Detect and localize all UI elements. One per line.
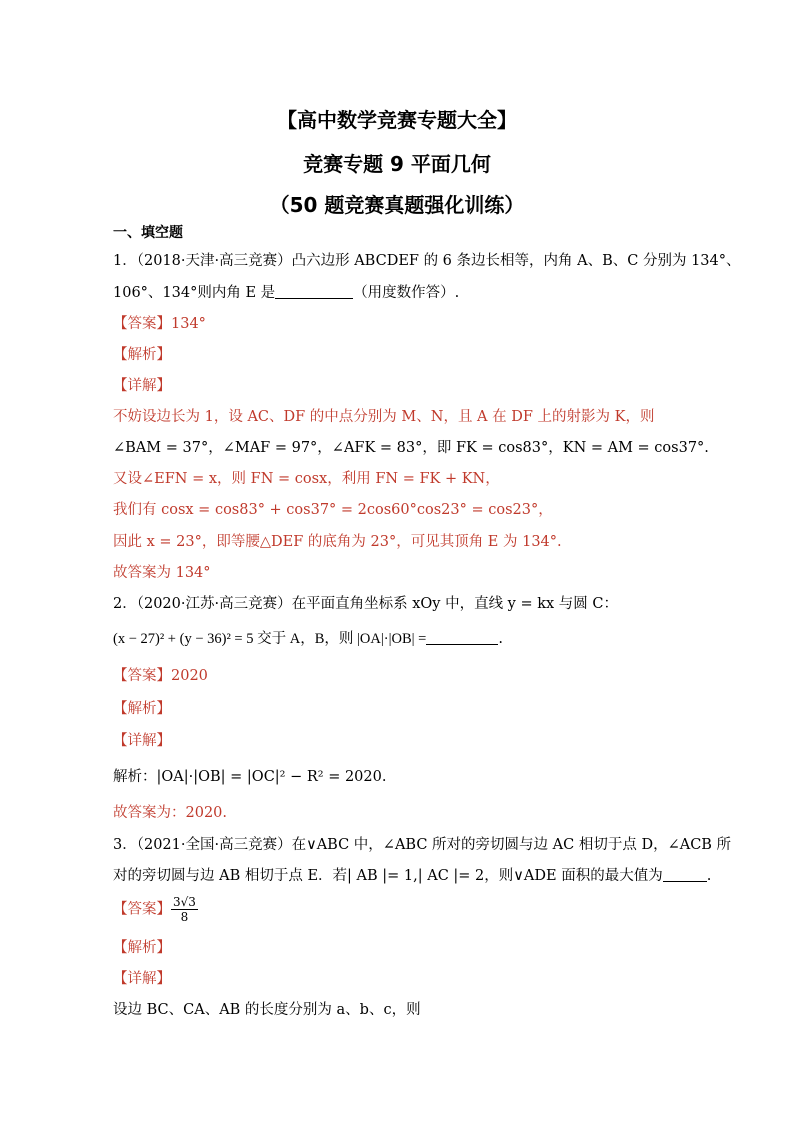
answer-label: 【答案】 — [113, 901, 171, 918]
section-heading: 一、填空题 — [113, 225, 183, 241]
fraction-denominator: 8 — [180, 910, 189, 924]
answer-value: 134° — [171, 316, 206, 332]
fraction-numerator: 3√3 — [173, 895, 196, 909]
q1-answer — [113, 312, 206, 333]
q2-stem-line2 — [113, 627, 503, 648]
answer-value: 2020 — [171, 668, 208, 684]
q1-solution-line3: 又设∠EFN = x，则 FN = cosx，利用 FN = FK + KN， — [113, 471, 500, 487]
q2-stem-line1: 2．（2020·江苏·高三竞赛）在平面直角坐标系 xOy 中，直线 y = kx 与圆 C： — [113, 596, 619, 612]
q3-answer — [113, 895, 198, 924]
q3-stem-tail: . — [706, 868, 712, 884]
q1-stem-line1: 1．（2018·天津·高三竞赛）凸六边形 ABCDEF 的 6 条边长相等，内角 A、B、C 分别为 134°、 — [113, 253, 741, 269]
answer-label: 【答案】 — [113, 316, 171, 332]
q2-solution-line1: 解析：|OA|·|OB| = |OC|² − R² = 2020. — [113, 769, 387, 785]
q1-solution-line4: 我们有 cosx = cos83° + cos37° = 2cos60°cos23° = cos23°， — [113, 502, 553, 518]
training-subtitle: （50 题竞赛真题强化训练） — [269, 193, 525, 217]
q3-analysis-label: 【解析】 — [113, 940, 171, 956]
q3-stem-part: 对的旁切圆与边 AB 相切于点 E．若| AB |= 1,| AC |= 2，则∨ADE 面积的最大值为 — [113, 868, 663, 884]
answer-fraction — [171, 895, 198, 924]
q1-stem-part: 106°、134°则内角 E 是 — [113, 285, 276, 301]
collection-title: 【高中数学竞赛专题大全】 — [277, 108, 517, 132]
q3-solution-line1: 设边 BC、CA、AB 的长度分别为 a、b、c，则 — [113, 1002, 421, 1018]
q3-detail-label: 【详解】 — [113, 971, 171, 987]
q2-answer — [113, 664, 208, 685]
q2-detail-label: 【详解】 — [113, 733, 171, 749]
topic-title: 竞赛专题 9 平面几何 — [303, 152, 491, 176]
q1-answer-blank — [275, 284, 353, 299]
q3-stem-line2 — [113, 864, 711, 885]
q1-conclusion: 故答案为 134° — [113, 565, 211, 581]
q1-solution-line2: ∠BAM = 37°，∠MAF = 97°，∠AFK = 83°，即 FK = cos83°，KN = AM = cos37°. — [113, 440, 709, 456]
q3-answer-blank — [663, 867, 707, 882]
q2-equation: (x − 27)² + (y − 36)² = 5 交于 A，B，则 |OA|·|OB| = — [113, 631, 427, 647]
q1-detail-label: 【详解】 — [113, 378, 171, 394]
q2-conclusion: 故答案为：2020. — [113, 805, 228, 821]
q1-solution-line1: 不妨设边长为 1，设 AC、DF 的中点分别为 M、N，且 A 在 DF 上的射影为 K，则 — [113, 409, 655, 425]
q1-solution-line5: 因此 x = 23°，即等腰△DEF 的底角为 23°，可见其顶角 E 为 134°. — [113, 534, 562, 550]
q3-stem-line1: 3．（2021·全国·高三竞赛）在∨ABC 中，∠ABC 所对的旁切圆与边 AC 相切于点 D，∠ACB 所 — [113, 837, 732, 853]
q1-stem-tail: （用度数作答）. — [353, 285, 460, 301]
q2-answer-blank — [426, 630, 498, 645]
q2-analysis-label: 【解析】 — [113, 701, 171, 717]
q1-analysis-label: 【解析】 — [113, 347, 171, 363]
q1-stem-line2 — [113, 281, 459, 302]
q2-stem-tail: . — [498, 631, 503, 647]
answer-label: 【答案】 — [113, 668, 171, 684]
